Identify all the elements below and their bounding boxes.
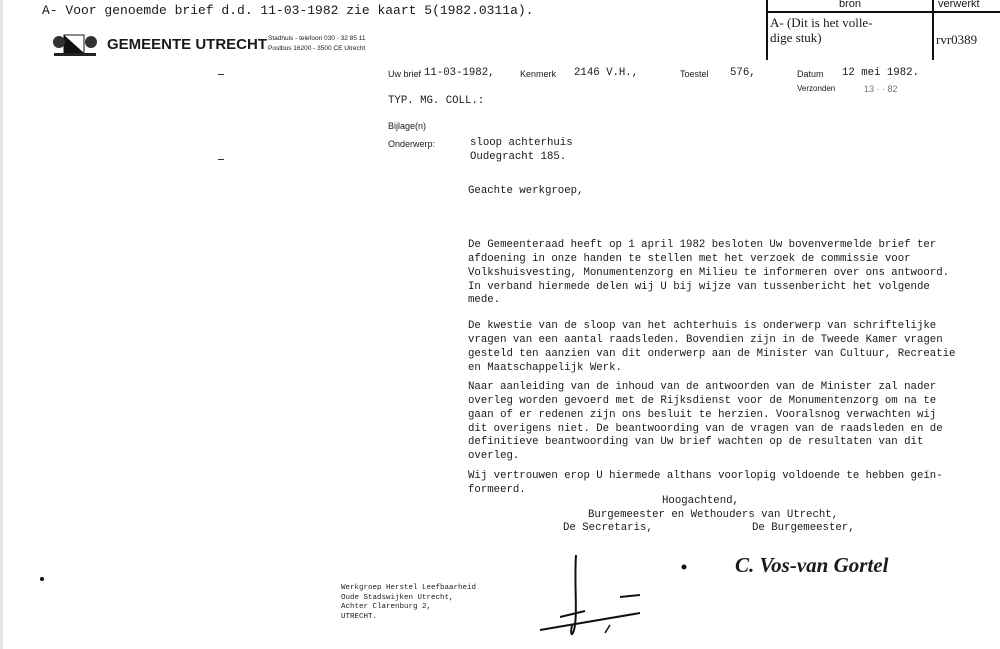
typist-initials: TYP. MG. COLL.: [388,95,485,107]
toestel-value: 576, [730,67,756,79]
letterhead-name: GEMEENTE UTRECHT [107,36,268,53]
verzonden-label: Verzonden [797,84,836,93]
letterhead-address-2: Postbus 16200 - 3500 CE Utrecht [268,45,366,52]
dot [682,565,687,570]
kenmerk-value: 2146 V.H., [574,67,639,79]
onderwerp-value: sloop achterhuis Oudegracht 185. [470,137,573,163]
secretaris-label: De Secretaris, [563,522,653,534]
paragraph-4: Wij vertrouwen erop U hiermede althans voorlopig voldoende te hebben geïn- formeerd. [468,470,943,497]
secretaris-signature-icon [540,555,640,634]
burgemeester-signature: C. Vos-van Gortel [735,553,889,577]
paragraph-1: De Gemeenteraad heeft op 1 april 1982 besloten Uw bovenvermelde brief ter afdoening in onze handen te stellen met het verzoek de commissie voor Volkshuisvesting, Monumentenzorg en Milieu te informeren over ons antwoord. In verband hiermede delen wij U bij wijze van tussenbericht het volgende mede. [468,239,950,307]
onderwerp-label: Onderwerp: [388,139,436,149]
scan-edge [0,0,3,649]
closing-greeting: Hoogachtend, [662,495,739,507]
paragraph-3: Naar aanleiding van de inhoud van de antwoorden van de Minister zal nader overleg worden gevoerd met de Rijksdienst voor de Monumentenzorg om na te gaan of er redenen zijn ons besluit te herzien. Vooralsnog verwachten wij dit overigens niet. De beantwoording van de vragen van de raadsleden en de definitieve beantwoording van Uw brief wachten op de resultaten van dit overleg. [468,381,943,462]
toestel-label: Toestel [680,69,709,79]
uw-brief-label: Uw brief [388,69,422,79]
paragraph-2: De kwestie van de sloop van het achterhuis is onderwerp van schriftelijke vragen van een aantal raadsleden. Bovendien zijn in de Tweede Kamer vragen gesteld ten aanzien van dit onderwerp aan de Minister van Cultuur, Recreatie en Maatschappelijk Werk. [468,320,956,374]
addressee: Werkgroep Herstel Leefbaarheid Oude Stadswijken Utrecht, Achter Clarenburg 2, UTRECHT. [341,584,477,621]
datum-label: Datum [797,69,824,79]
bijlage-label: Bijlage(n) [388,121,427,131]
uw-brief-value: 11-03-1982, [424,67,495,79]
header-bron: bron [768,0,934,13]
datum-value: 12 mei 1982. [842,67,919,79]
letterhead-address-1: Stadhuis - telefoon 030 - 32 85 11 [268,35,366,42]
kenmerk-label: Kenmerk [520,69,557,79]
handwritten-annotation: A- Voor genoemde brief d.d. 11-03-1982 zie kaart 5(1982.0311a). [42,3,534,18]
salutation: Geachte werkgroep, [468,185,584,197]
bron-table [766,0,1000,60]
header-verwerkt: verwerkt [934,0,1000,13]
burgemeester-label: De Burgemeester, [752,522,855,534]
verwerkt-value: rvr0389 [936,32,978,47]
closing-signatory: Burgemeester en Wethouders van Utrecht, [588,509,839,521]
bron-text: A- (Dit is het volle- dige stuk) [770,15,873,45]
utrecht-coat-of-arms-icon [52,31,98,57]
verzonden-stamp: 13 · · 82 [864,84,898,94]
